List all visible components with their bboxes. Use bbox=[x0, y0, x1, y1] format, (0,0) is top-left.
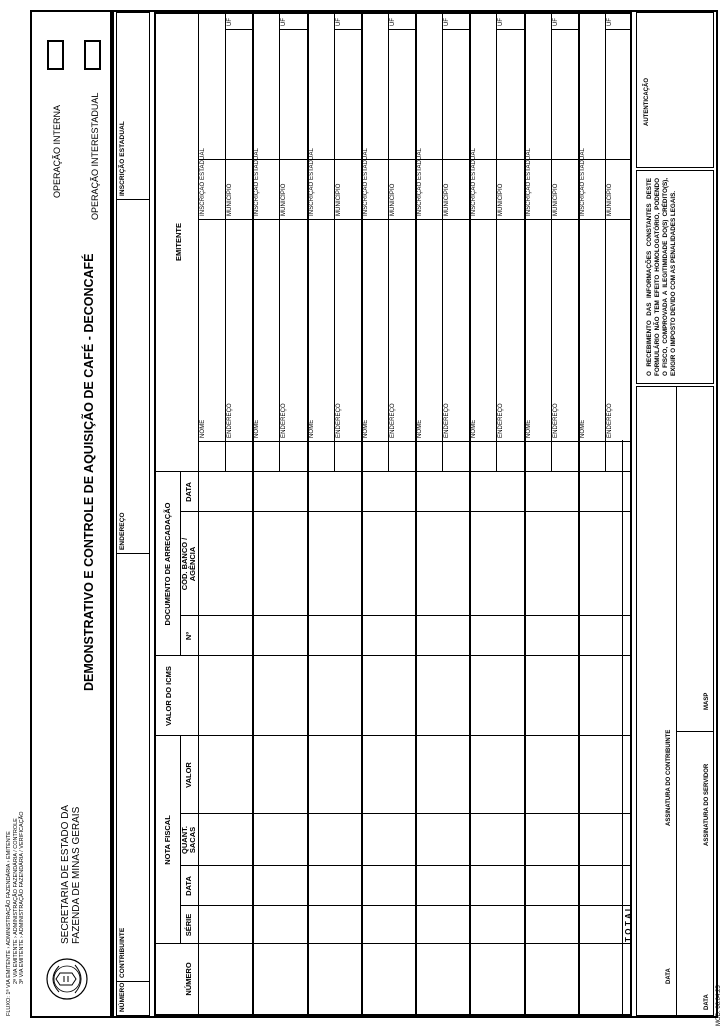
uf-divider bbox=[334, 29, 361, 30]
form-title: DEMONSTRATIVO E CONTROLE DE AQUISIÇÃO DE CAFÉ - DECONCAFÉ bbox=[82, 253, 96, 691]
emitente-mid-line bbox=[388, 12, 389, 472]
emitente-inscricao-label: INSCRIÇÃO ESTADUAL bbox=[525, 147, 532, 216]
secretaria-line-2: FAZENDA DE MINAS GERAIS bbox=[71, 806, 82, 944]
emitente-uf-label: UF bbox=[552, 17, 559, 26]
uf-divider bbox=[279, 29, 306, 30]
emitente-endereco-label: ENDEREÇO bbox=[498, 403, 505, 438]
emitente-uf-label: UF bbox=[606, 17, 613, 26]
emitente-endereco-label: ENDEREÇO bbox=[281, 403, 288, 438]
emitente-nome-label: NOME bbox=[362, 419, 369, 438]
fluxo-line-3: 3ª VIA EMITENTE › ADMINISTRAÇÃO FAZENDÁRIA / VERIFICAÇÃO bbox=[19, 811, 25, 984]
uf-divider bbox=[388, 29, 415, 30]
autenticacao-label: AUTENTICAÇÃO bbox=[644, 78, 650, 126]
col-data: DATA bbox=[184, 876, 193, 896]
emitente-municipio-label: MUNICÍPIO bbox=[552, 183, 559, 216]
emitente-municipio-label: MUNICÍPIO bbox=[389, 183, 396, 216]
col-quant-sacas bbox=[181, 814, 197, 866]
col-numero: NÚMERO bbox=[184, 962, 193, 996]
emitente-uf-label: UF bbox=[227, 17, 234, 26]
emitente-inscricao-label: INSCRIÇÃO ESTADUAL bbox=[471, 147, 478, 216]
emitente-municipio-label: MUNICÍPIO bbox=[606, 183, 613, 216]
contribuinte-inscricao-label: INSCRIÇÃO ESTADUAL bbox=[119, 121, 126, 196]
uf-divider bbox=[551, 29, 578, 30]
emitente-endereco-label: ENDEREÇO bbox=[227, 403, 234, 438]
col-cod-banco-line2: AGÊNCIA bbox=[188, 546, 197, 582]
operacao-interestadual-checkbox[interactable] bbox=[84, 40, 101, 70]
emitente-nome-label: NOME bbox=[200, 419, 206, 438]
uf-divider bbox=[225, 29, 252, 30]
operacao-interna-checkbox[interactable] bbox=[47, 40, 64, 70]
emitente-municipio-label: MUNICÍPIO bbox=[444, 183, 451, 216]
col-n: Nº bbox=[184, 631, 193, 641]
emitente-municipio-label: MUNICÍPIO bbox=[498, 183, 505, 216]
secretaria-name bbox=[60, 805, 82, 944]
mod-label: MOD. 06.04.25 bbox=[716, 985, 722, 1026]
emitente-municipio-label: MUNICÍPIO bbox=[281, 183, 288, 216]
coat-of-arms-icon bbox=[44, 956, 90, 1002]
notice-text: O RECEBIMENTO DAS INFORMAÇÕES CONSTANTES DESTE FORMULÁRIO NÃO TEM EFEITO HOMOLOGATÓRIO, PODENDO O FISCO, COMPROVADA A ILEGITIMIDADE DO(S) CRÉDITO(S), EXIGIR O IMPOSTO DEVIDO COM AS PENALIDADES LEGAIS. bbox=[646, 178, 677, 376]
emitente-uf-label: UF bbox=[335, 17, 342, 26]
emitente-endereco-label: ENDEREÇO bbox=[444, 403, 451, 438]
col-quant-sacas-line2: SACAS bbox=[188, 826, 197, 854]
contribuinte-label: CONTRIBUINTE bbox=[119, 927, 126, 978]
emitente-mid-line bbox=[334, 12, 335, 472]
signature-box bbox=[636, 386, 714, 1016]
data-label-2: DATA bbox=[704, 994, 710, 1010]
col-doc-arrecadacao: DOCUMENTO DE ARRECADAÇÃO bbox=[163, 502, 172, 626]
col-quant-sacas-line1: QUANT. bbox=[180, 826, 189, 854]
emitente-nome-label: NOME bbox=[525, 419, 532, 438]
emitente-endereco-label: ENDEREÇO bbox=[606, 403, 613, 438]
uf-divider bbox=[605, 29, 632, 30]
emitente-mid-line bbox=[225, 12, 226, 472]
total-label: T O T A L bbox=[624, 906, 633, 942]
data-label-1: DATA bbox=[666, 968, 672, 984]
col-valor: VALOR bbox=[184, 762, 193, 788]
emitente-uf-label: UF bbox=[444, 17, 451, 26]
emitente-inscricao-label: INSCRIÇÃO ESTADUAL bbox=[200, 147, 206, 216]
contribuinte-numero-label: NÚMERO bbox=[119, 982, 126, 1012]
emitente-uf-label: UF bbox=[498, 17, 505, 26]
emitente-municipio-label: MUNICÍPIO bbox=[335, 183, 342, 216]
assinatura-contribuinte-label: ASSINATURA DO CONTRIBUINTE bbox=[666, 729, 672, 826]
emitente-mid-line bbox=[279, 12, 280, 472]
col-valor-icms: VALOR DO ICMS bbox=[164, 666, 173, 726]
emitente-nome-label: NOME bbox=[308, 419, 315, 438]
operacao-interna-label: OPERAÇÃO INTERNA bbox=[52, 104, 62, 198]
secretaria-line-1: SECRETARIA DE ESTADO DA bbox=[60, 804, 71, 944]
emitente-uf-label: UF bbox=[389, 17, 396, 26]
emitente-nome-label: NOME bbox=[471, 419, 478, 438]
emitente-inscricao-label: INSCRIÇÃO ESTADUAL bbox=[362, 147, 369, 216]
operacao-interestadual-label: OPERAÇÃO INTERESTADUAL bbox=[90, 92, 100, 220]
emitente-inscricao-label: INSCRIÇÃO ESTADUAL bbox=[417, 147, 423, 216]
emitente-mid-line bbox=[496, 12, 497, 472]
emitente-uf-label: UF bbox=[281, 17, 288, 26]
uf-divider bbox=[442, 29, 469, 30]
emitente-endereco-label: ENDEREÇO bbox=[389, 403, 396, 438]
masp-label: MASP bbox=[704, 692, 710, 710]
col-nota-fiscal: NOTA FISCAL bbox=[163, 815, 172, 865]
col-serie: SÉRIE bbox=[184, 913, 193, 937]
emitente-inscricao-label: INSCRIÇÃO ESTADUAL bbox=[579, 147, 586, 216]
col-cod-banco-line1: CÓD. BANCO / bbox=[180, 537, 189, 591]
col-emitente: EMITENTE bbox=[174, 223, 183, 261]
fluxo-line-2: 2ª VIA EMITENTE › ADMINISTRAÇÃO FAZENDÁRIA / CONTROLE bbox=[12, 818, 19, 984]
emitente-endereco-label: ENDEREÇO bbox=[335, 403, 342, 438]
emitente-nome-label: NOME bbox=[579, 419, 586, 438]
emitente-inscricao-label: INSCRIÇÃO ESTADUAL bbox=[254, 147, 261, 216]
emitente-nome-label: NOME bbox=[417, 419, 423, 438]
col-doc-data: DATA bbox=[184, 482, 193, 502]
fluxo-line-1: FLUXO: 1ª VIA EMITENTE › ADMINISTRAÇÃO FAZENDÁRIA › EMITENTE bbox=[6, 831, 12, 1016]
col-cod-banco bbox=[181, 512, 197, 616]
emitente-nome-label: NOME bbox=[254, 419, 261, 438]
emitente-endereco-label: ENDEREÇO bbox=[552, 403, 559, 438]
fluxo-note bbox=[6, 811, 26, 1016]
uf-divider bbox=[496, 29, 523, 30]
emitente-municipio-label: MUNICÍPIO bbox=[227, 183, 234, 216]
emitente-mid-line bbox=[442, 12, 443, 472]
emitente-inscricao-label: INSCRIÇÃO ESTADUAL bbox=[308, 147, 315, 216]
emitente-mid-line bbox=[551, 12, 552, 472]
assinatura-servidor-label: ASSINATURA DO SERVIDOR bbox=[704, 763, 710, 846]
contribuinte-endereco-label: ENDEREÇO bbox=[119, 512, 126, 550]
emitente-mid-line bbox=[605, 12, 606, 472]
